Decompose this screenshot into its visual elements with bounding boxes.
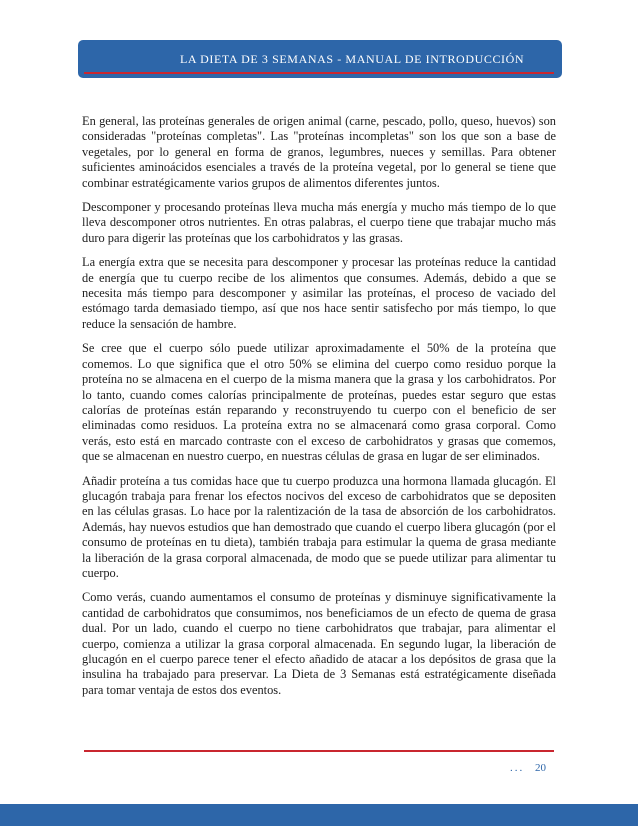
document-title: LA DIETA DE 3 SEMANAS - MANUAL DE INTRODUCCIÓN [180, 52, 525, 66]
paragraph-6: Como verás, cuando aumentamos el consumo de proteínas y disminuye significativamente la cantidad de carbohidratos que consumimos, nos beneficiamos de un efecto de quema de grasa dual. Por un lado, cuando el cuerpo no tiene carbohidratos que trabajar, para alimentar el cuerpo, comienza a utilizar la grasa corporal almacenada. En segundo lugar, la liberación de glucagón en el cuerpo parece tener el efecto añadido de atacar a los depósitos de grasa que la insulina ha trabajado para preservar. La Dieta de 3 Semanas está estratégicamente diseñada para tomar ventaja de estos dos eventos. [82, 590, 556, 697]
page-number: 20 [535, 762, 546, 774]
paragraph-4: Se cree que el cuerpo sólo puede utilizar aproximadamente el 50% de la proteína que comemos. Lo que significa que el otro 50% se elimina del cuerpo como residuo porque la proteína no se almacena en el cuerpo de la misma manera que la grasa y los carbohidratos. Por lo tanto, cuando comes calorías principalmente de proteínas, puedes estar seguro que estas calorías de proteínas están reparando y reconstruyendo tu cuerpo con el beneficio de ser eliminadas como residuos. La proteína extra no se almacenará como grasa corporal. Como verás, esto está en marcado contraste con el exceso de carbohidratos y grasas que comemos, que se almacenan en nuestro cuerpo, en nuestras células de grasa en lugar de ser eliminados. [82, 341, 556, 464]
paragraph-5: Añadir proteína a tus comidas hace que tu cuerpo produzca una hormona llamada glucagón. El glucagón trabaja para frenar los efectos nocivos del exceso de carbohidratos que se depositen en las células grasas. Lo hace por la ralentización de la tasa de absorción de los carbohidratos. Además, hay nuevos estudios que han demostrado que cuando el cuerpo libera glucagón (por el consumo de proteínas en tu dieta), también trabaja para estimular la quema de grasa mediante la liberación de la grasa corporal almacenada, de modo que se puede utilizar para alimentar tu cuerpo. [82, 473, 556, 580]
paragraph-2: Descomponer y procesando proteínas lleva mucha más energía y mucho más tiempo de lo que lleva descomponer otros nutrientes. En otras palabras, el cuerpo tiene que trabajar mucho más duro para digerir las proteínas que los carbohidratos y las grasas. [82, 200, 556, 245]
paragraph-1: En general, las proteínas generales de origen animal (carne, pescado, pollo, queso, huevos) son consideradas "proteínas completas". Las "proteínas incompletas" son los que son a base de vegetales, por lo general en forma de granos, legumbres, nueces y semillas. Para obtener suficientes aminoácidos esenciales a través de la proteína vegetal, por lo general se tiene que combinar estratégicamente varios grupos de alimentos diferentes juntos. [82, 114, 556, 190]
paragraph-3: La energía extra que se necesita para descomponer y procesar las proteínas reduce la cantidad de energía que tu cuerpo recibe de los alimentos que consumes. Además, debido a que se necesita más tiempo para descomponer y asimilar las proteínas, el proceso de vaciado del estómago tarda demasiado tiempo, así que nos hace sentir satisfecho por más tiempo, lo que reduce la sensación de hambre. [82, 255, 556, 331]
body-text [82, 114, 556, 707]
header-divider [84, 72, 554, 74]
footer-divider [84, 750, 554, 752]
bottom-bar [0, 804, 638, 826]
page-dots: ... [510, 762, 525, 774]
